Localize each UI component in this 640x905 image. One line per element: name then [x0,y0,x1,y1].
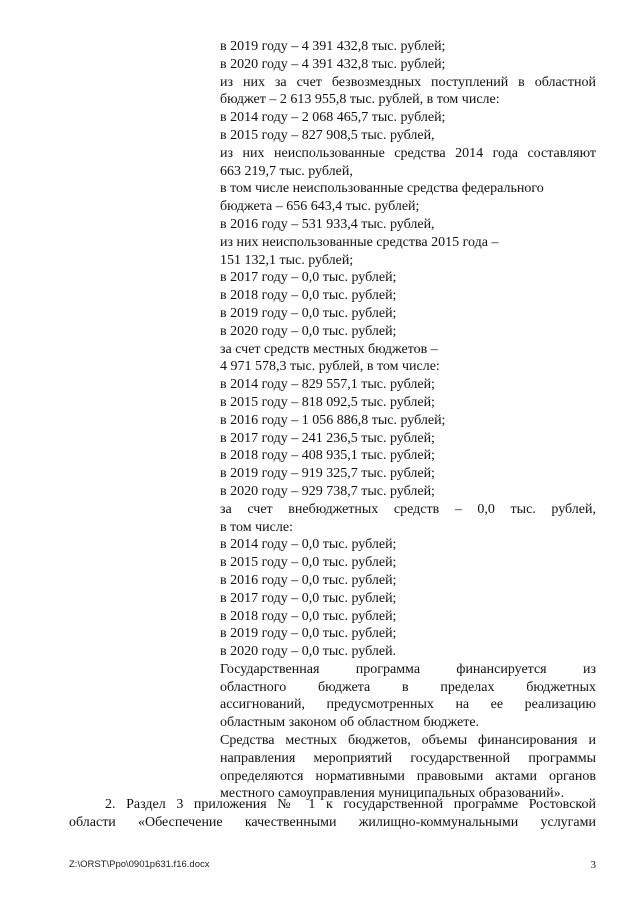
text-line: 2. Раздел 3 приложения № 1 к государственной программе Ростовской [105,797,596,812]
text-line: в 2015 году – 818 092,5 тыс. рублей; [220,394,435,410]
text-line: в 2014 году – 2 068 465,7 тыс. рублей; [220,110,446,126]
text-line: бюджет – 2 613 955,8 тыс. рублей, в том числе: [220,92,500,108]
text-line: в 2019 году – 4 391 432,8 тыс. рублей; [220,39,446,54]
text-line: в том числе неиспользованные средства федерального [220,181,544,197]
text-line: в 2018 году – 0,0 тыс. рублей; [220,288,397,304]
text-line: области «Обеспечение качественными жилищно-коммунальными услугами [69,814,596,830]
text-line: в 2020 году – 4 391 432,8 тыс. рублей; [220,56,446,72]
text-line: областным законом об областном бюджете. [220,715,480,731]
text-line: 4 971 578,3 тыс. рублей, в том числе: [220,359,440,375]
text-line: бюджета – 656 643,4 тыс. рублей; [220,199,420,215]
text-line: в том числе: [220,519,293,535]
text-line: областного бюджета в пределах бюджетных [220,679,596,695]
text-line: в 2016 году – 531 933,4 тыс. рублей, [220,216,435,232]
text-line: в 2020 году – 0,0 тыс. рублей; [220,323,397,339]
text-line: в 2019 году – 0,0 тыс. рублей; [220,305,397,321]
text-line: Средства местных бюджетов, объемы финансирования и [220,733,596,749]
text-line: из них за счет безвозмездных поступлений в областной [220,74,596,90]
text-line: из них неиспользованные средства 2015 года – [220,234,499,250]
text-line: за счет средств местных бюджетов – [220,341,438,357]
text-line: в 2017 году – 0,0 тыс. рублей; [220,590,397,606]
file-path: Z:\ORST\Ppo\0901p631.f16.docx [69,859,210,870]
text-line: в 2017 году – 0,0 тыс. рублей; [220,270,397,286]
text-line: в 2016 году – 0,0 тыс. рублей; [220,572,397,588]
text-line: местного самоуправления муниципальных образований». [220,786,565,802]
text-line: 663 219,7 тыс. рублей, [220,163,353,179]
text-line: в 2015 году – 0,0 тыс. рублей; [220,555,397,571]
text-line: в 2018 году – 0,0 тыс. рублей; [220,608,397,624]
text-line: ассигнований, предусмотренных на ее реализацию [220,697,596,713]
text-line: в 2017 году – 241 236,5 тыс. рублей; [220,430,435,446]
text-line: направления мероприятий государственной программы [220,750,596,766]
text-line: в 2015 году – 827 908,5 тыс. рублей, [220,127,435,143]
text-line: в 2020 году – 0,0 тыс. рублей. [220,644,397,660]
page-number: 3 [590,859,596,871]
financing-column [220,38,596,803]
text-line: 151 132,1 тыс. рублей; [220,252,354,268]
text-line: в 2018 году – 408 935,1 тыс. рублей; [220,448,435,464]
text-line: в 2014 году – 829 557,1 тыс. рублей; [220,377,435,393]
text-line: определяются нормативными правовыми актами органов [220,768,596,784]
text-line: в 2019 году – 0,0 тыс. рублей; [220,626,397,642]
section-2-paragraph [69,796,596,832]
text-line: в 2014 году – 0,0 тыс. рублей; [220,537,397,553]
text-line: Государственная программа финансируется из [220,661,596,677]
text-line: в 2020 году – 929 738,7 тыс. рублей; [220,483,435,499]
text-line: из них неиспользованные средства 2014 года составляют [220,145,596,161]
text-line: в 2019 году – 919 325,7 тыс. рублей; [220,466,435,482]
text-line: за счет внебюджетных средств – 0,0 тыс. рублей, [220,501,596,517]
text-line: в 2016 году – 1 056 886,8 тыс. рублей; [220,412,446,428]
